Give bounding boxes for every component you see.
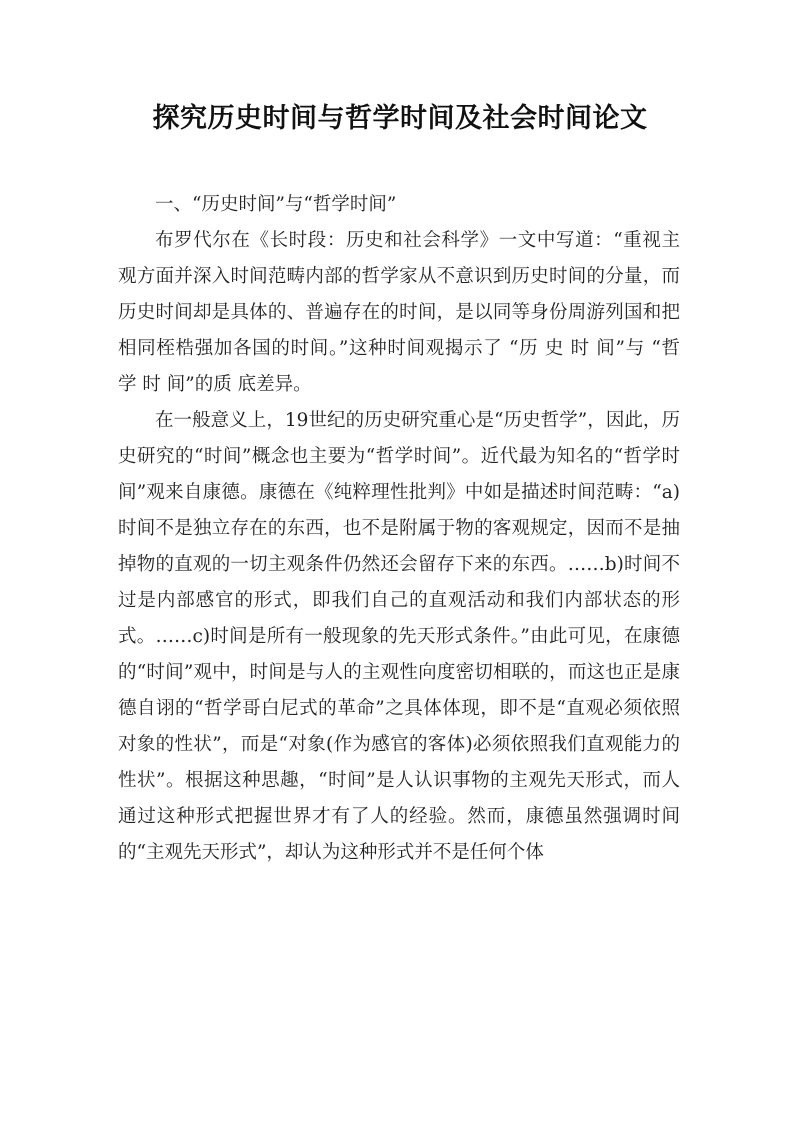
paragraph-1: 布罗代尔在《长时段：历史和社会科学》一文中写道：“重视主观方面并深入时间范畴内部的哲学家从不意识到历史时间的分量，而历史时间却是具体的、普遍存在的时间，是以同等身份周游列国和把相同桎梏强加各国的时间。”这种时间观揭示了 “历 史 时 间”与 “哲 学 时 间”的质 底差异。: [118, 230, 680, 395]
paragraph-2: 在一般意义上，19世纪的历史研究重心是“历史哲学”，因此，历史研究的“时间”概念也主要为“哲学时间”。近代最为知名的“哲学时间”观来自康德。康德在《纯粹理性批判》中如是描述时间范畴：“a)时间不是独立存在的东西，也不是附属于物的客观规定，因而不是抽掉物的直观的一切主观条件仍然还会留存下来的东西。……b)时间不过是内部感官的形式，即我们自己的直观活动和我们内部状态的形式。……c)时间是所有一般现象的先天形式条件。”由此可见，在康德的“时间”观中，时间是与人的主观性向度密切相联的，而这也正是康德自诩的“哲学哥白尼式的革命”之具体体现，即不是“直观必须依照对象的性状”，而是“对象(作为感官的客体)必须依照我们直观能力的性状”。根据这种思趣，“时间”是人认识事物的主观先天形式，而人通过这种形式把握世界才有了人的经验。然而，康德虽然强调时间的“主观先天形式”，却认为这种形式并不是任何个体: [118, 410, 680, 863]
document-title: 探究历史时间与哲学时间及社会时间论文: [152, 103, 648, 134]
document-body: [118, 187, 680, 871]
section-heading: 一、“历史时间”与“哲学时间”: [155, 194, 397, 215]
